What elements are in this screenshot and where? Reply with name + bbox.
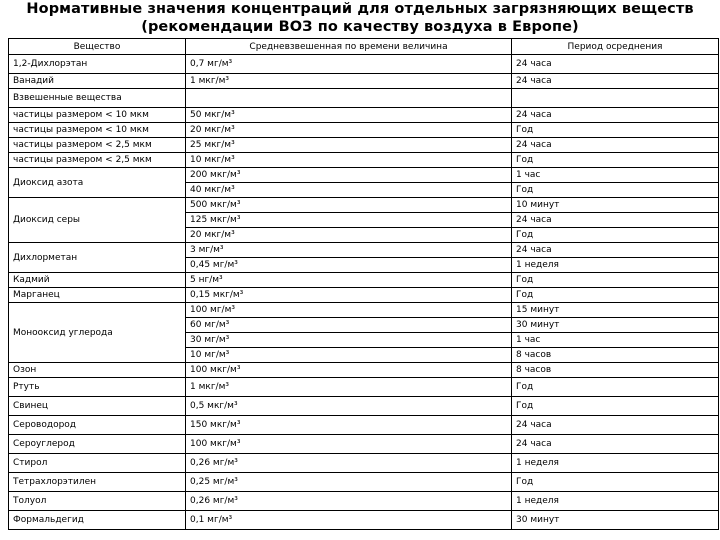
- period-cell: 8 часов: [512, 363, 719, 378]
- table-row: [9, 288, 719, 303]
- substance-cell: Сероводород: [9, 416, 186, 435]
- title-line-1: Нормативные значения концентраций для отдельных загрязняющих веществ: [26, 1, 694, 17]
- value-cell: 0,15 мкг/м³: [186, 288, 512, 303]
- substance-cell: Тетрахлорэтилен: [9, 473, 186, 492]
- value-cell: 10 мг/м³: [186, 348, 512, 363]
- table-row: [9, 243, 719, 258]
- period-cell: 24 часа: [512, 435, 719, 454]
- substance-cell: частицы размером < 2,5 мкм: [9, 153, 186, 168]
- substance-cell: Марганец: [9, 288, 186, 303]
- period-cell: 24 часа: [512, 243, 719, 258]
- table-row: [9, 168, 719, 183]
- value-cell: 1 мкг/м³: [186, 74, 512, 89]
- substance-cell: 1,2-Дихлорэтан: [9, 55, 186, 74]
- substance-cell: Свинец: [9, 397, 186, 416]
- period-cell: 24 часа: [512, 138, 719, 153]
- value-cell: 25 мкг/м³: [186, 138, 512, 153]
- value-cell: 0,26 мг/м³: [186, 454, 512, 473]
- table-row: [9, 89, 719, 108]
- period-cell: Год: [512, 378, 719, 397]
- table-row: [9, 303, 719, 318]
- period-cell: 1 неделя: [512, 492, 719, 511]
- period-cell: Год: [512, 228, 719, 243]
- table-header-row: [9, 39, 719, 55]
- substance-cell: Толуол: [9, 492, 186, 511]
- table-row: [9, 198, 719, 213]
- substance-cell: Диоксид азота: [9, 168, 186, 198]
- period-cell: 8 часов: [512, 348, 719, 363]
- value-cell: 20 мкг/м³: [186, 123, 512, 138]
- table-row: [9, 55, 719, 74]
- title-line-2: (рекомендации ВОЗ по качеству воздуха в Европе): [141, 19, 579, 35]
- value-cell: 100 мкг/м³: [186, 363, 512, 378]
- value-cell: 0,7 мг/м³: [186, 55, 512, 74]
- table-row: [9, 435, 719, 454]
- value-cell: 100 мкг/м³: [186, 435, 512, 454]
- period-cell: 30 минут: [512, 318, 719, 333]
- substance-cell: Стирол: [9, 454, 186, 473]
- value-cell: 5 нг/м³: [186, 273, 512, 288]
- substance-cell: Дихлорметан: [9, 243, 186, 273]
- substance-cell: Взвешенные вещества: [9, 89, 186, 108]
- period-cell: 24 часа: [512, 213, 719, 228]
- table-row: [9, 416, 719, 435]
- period-cell: [512, 89, 719, 108]
- table-row: [9, 74, 719, 89]
- period-cell: 24 часа: [512, 416, 719, 435]
- period-cell: Год: [512, 153, 719, 168]
- period-cell: Год: [512, 397, 719, 416]
- period-cell: 1 неделя: [512, 258, 719, 273]
- substance-cell: Кадмий: [9, 273, 186, 288]
- table-row: [9, 138, 719, 153]
- table-row: [9, 378, 719, 397]
- value-cell: 10 мкг/м³: [186, 153, 512, 168]
- period-cell: 24 часа: [512, 55, 719, 74]
- header-value: Средневзвешенная по времени величина: [186, 39, 512, 55]
- table-row: [9, 363, 719, 378]
- table-row: [9, 273, 719, 288]
- table-row: [9, 123, 719, 138]
- table-row: [9, 108, 719, 123]
- page-title: [0, 0, 720, 36]
- period-cell: 24 часа: [512, 74, 719, 89]
- value-cell: 30 мг/м³: [186, 333, 512, 348]
- value-cell: 0,5 мкг/м³: [186, 397, 512, 416]
- table-row: [9, 153, 719, 168]
- period-cell: 24 часа: [512, 108, 719, 123]
- value-cell: 20 мкг/м³: [186, 228, 512, 243]
- header-period: Период осреднения: [512, 39, 719, 55]
- value-cell: 200 мкг/м³: [186, 168, 512, 183]
- substance-cell: частицы размером < 10 мкм: [9, 108, 186, 123]
- period-cell: 1 неделя: [512, 454, 719, 473]
- period-cell: Год: [512, 473, 719, 492]
- table-row: [9, 454, 719, 473]
- table-row: [9, 397, 719, 416]
- value-cell: 0,26 мг/м³: [186, 492, 512, 511]
- substance-cell: Сероуглерод: [9, 435, 186, 454]
- table-row: [9, 492, 719, 511]
- substance-cell: Формальдегид: [9, 511, 186, 530]
- period-cell: 15 минут: [512, 303, 719, 318]
- period-cell: 30 минут: [512, 511, 719, 530]
- period-cell: Год: [512, 273, 719, 288]
- period-cell: 1 час: [512, 168, 719, 183]
- value-cell: 1 мкг/м³: [186, 378, 512, 397]
- header-substance: Вещество: [9, 39, 186, 55]
- substance-cell: частицы размером < 2,5 мкм: [9, 138, 186, 153]
- value-cell: [186, 89, 512, 108]
- value-cell: 60 мг/м³: [186, 318, 512, 333]
- substance-cell: Монооксид углерода: [9, 303, 186, 363]
- period-cell: 1 час: [512, 333, 719, 348]
- table-row: [9, 511, 719, 530]
- value-cell: 125 мкг/м³: [186, 213, 512, 228]
- substance-cell: Озон: [9, 363, 186, 378]
- value-cell: 3 мг/м³: [186, 243, 512, 258]
- period-cell: 10 минут: [512, 198, 719, 213]
- value-cell: 150 мкг/м³: [186, 416, 512, 435]
- table-row: [9, 473, 719, 492]
- substance-cell: Ртуть: [9, 378, 186, 397]
- substance-cell: Ванадий: [9, 74, 186, 89]
- value-cell: 100 мг/м³: [186, 303, 512, 318]
- value-cell: 500 мкг/м³: [186, 198, 512, 213]
- substance-cell: Диоксид серы: [9, 198, 186, 243]
- period-cell: Год: [512, 288, 719, 303]
- substance-cell: частицы размером < 10 мкм: [9, 123, 186, 138]
- concentration-table: [8, 38, 719, 530]
- value-cell: 0,45 мг/м³: [186, 258, 512, 273]
- value-cell: 0,25 мг/м³: [186, 473, 512, 492]
- period-cell: Год: [512, 123, 719, 138]
- value-cell: 0,1 мг/м³: [186, 511, 512, 530]
- value-cell: 50 мкг/м³: [186, 108, 512, 123]
- period-cell: Год: [512, 183, 719, 198]
- value-cell: 40 мкг/м³: [186, 183, 512, 198]
